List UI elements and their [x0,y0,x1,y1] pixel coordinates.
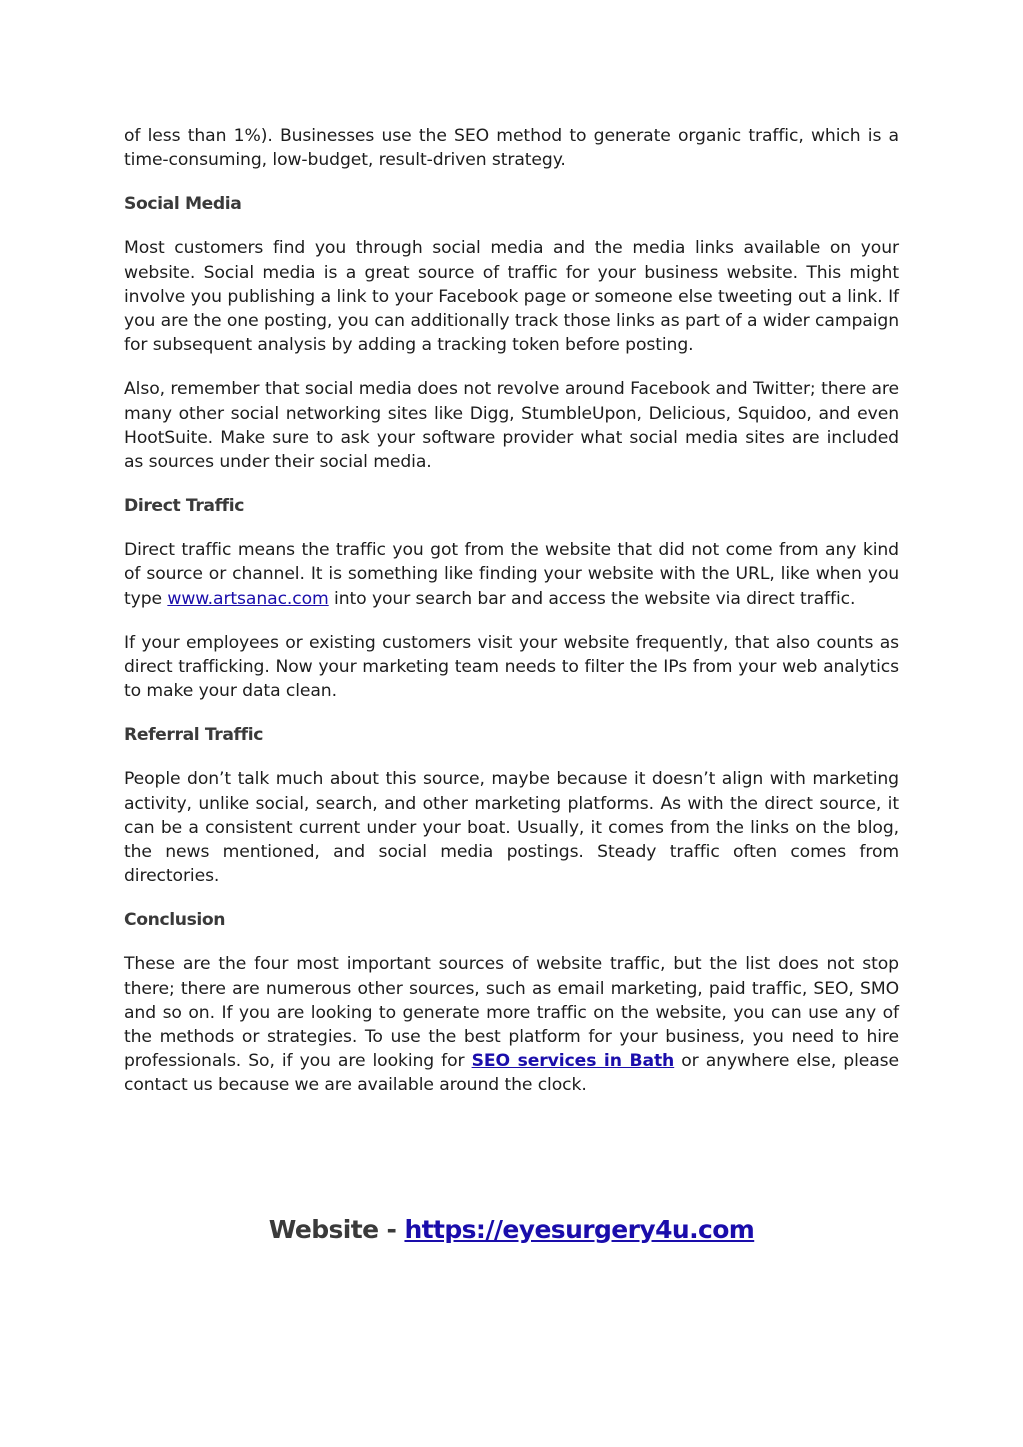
direct-traffic-paragraph-2: If your employees or existing customers visit your website frequently, that also counts as direct trafficking. Now your marketing team needs to filter the IPs from your web analytics to make your data clean. [124,632,899,702]
social-media-paragraph-1: Most customers find you through social media and the media links available on your website. Social media is a great source of traffic for your business website. This might involve you publishing a link to your Facebook page or someone else tweeting out a link. If you are the one posting, you can additionally track those links as part of a wider campaign for subsequent analysis by adding a tracking token before posting. [124,238,899,356]
website-link[interactable]: https://eyesurgery4u.com [404,1215,755,1244]
artsanac-link[interactable]: www.artsanac.com [167,588,329,609]
direct-traffic-text-before: Direct traffic means the traffic you got from the website that did not come from any kind of source or channel. It is something like finding your website with the URL, like when you type [124,540,899,609]
conclusion-text-after: or anywhere else, please contact us because we are available around the clock. [124,1051,899,1096]
heading-social-media: Social Media [124,194,242,215]
heading-referral-traffic: Referral Traffic [124,725,263,746]
heading-conclusion: Conclusion [124,910,226,931]
social-media-paragraph-2: Also, remember that social media does not revolve around Facebook and Twitter; there are many other social networking sites like Digg, StumbleUpon, Delicious, Squidoo, and even HootSuite. Make sure to ask your software provider what social media sites are included as sources under their social media. [124,379,899,473]
conclusion-text-before: These are the four most important sources of website traffic, but the list does not stop there; there are numerous other sources, such as email marketing, paid traffic, SEO, SMO and so on. If you are looking to generate more traffic on the website, you can use any of the methods or strategies. To use the best platform for your business, you need to hire professionals. So, if you are looking for [124,954,899,1072]
document-body [124,124,899,1118]
website-label: Website - [268,1215,405,1244]
seo-services-bath-link[interactable]: SEO services in Bath [471,1051,675,1072]
website-footer [0,1215,1023,1244]
heading-direct-traffic: Direct Traffic [124,496,245,517]
referral-traffic-paragraph: People don’t talk much about this source, maybe because it doesn’t align with marketing activity, unlike social, search, and other marketing platforms. As with the direct source, it can be a consistent current under your boat. Usually, it comes from the links on the blog, the news mentioned, and social media postings. Steady traffic often comes from directories. [124,769,899,887]
intro-paragraph: of less than 1%). Businesses use the SEO method to generate organic traffic, which is a time-consuming, low-budget, result-driven strategy. [124,126,899,171]
direct-traffic-text-after: into your search bar and access the website via direct traffic. [328,588,856,609]
direct-traffic-paragraph-1 [124,538,899,611]
conclusion-paragraph [124,952,899,1097]
